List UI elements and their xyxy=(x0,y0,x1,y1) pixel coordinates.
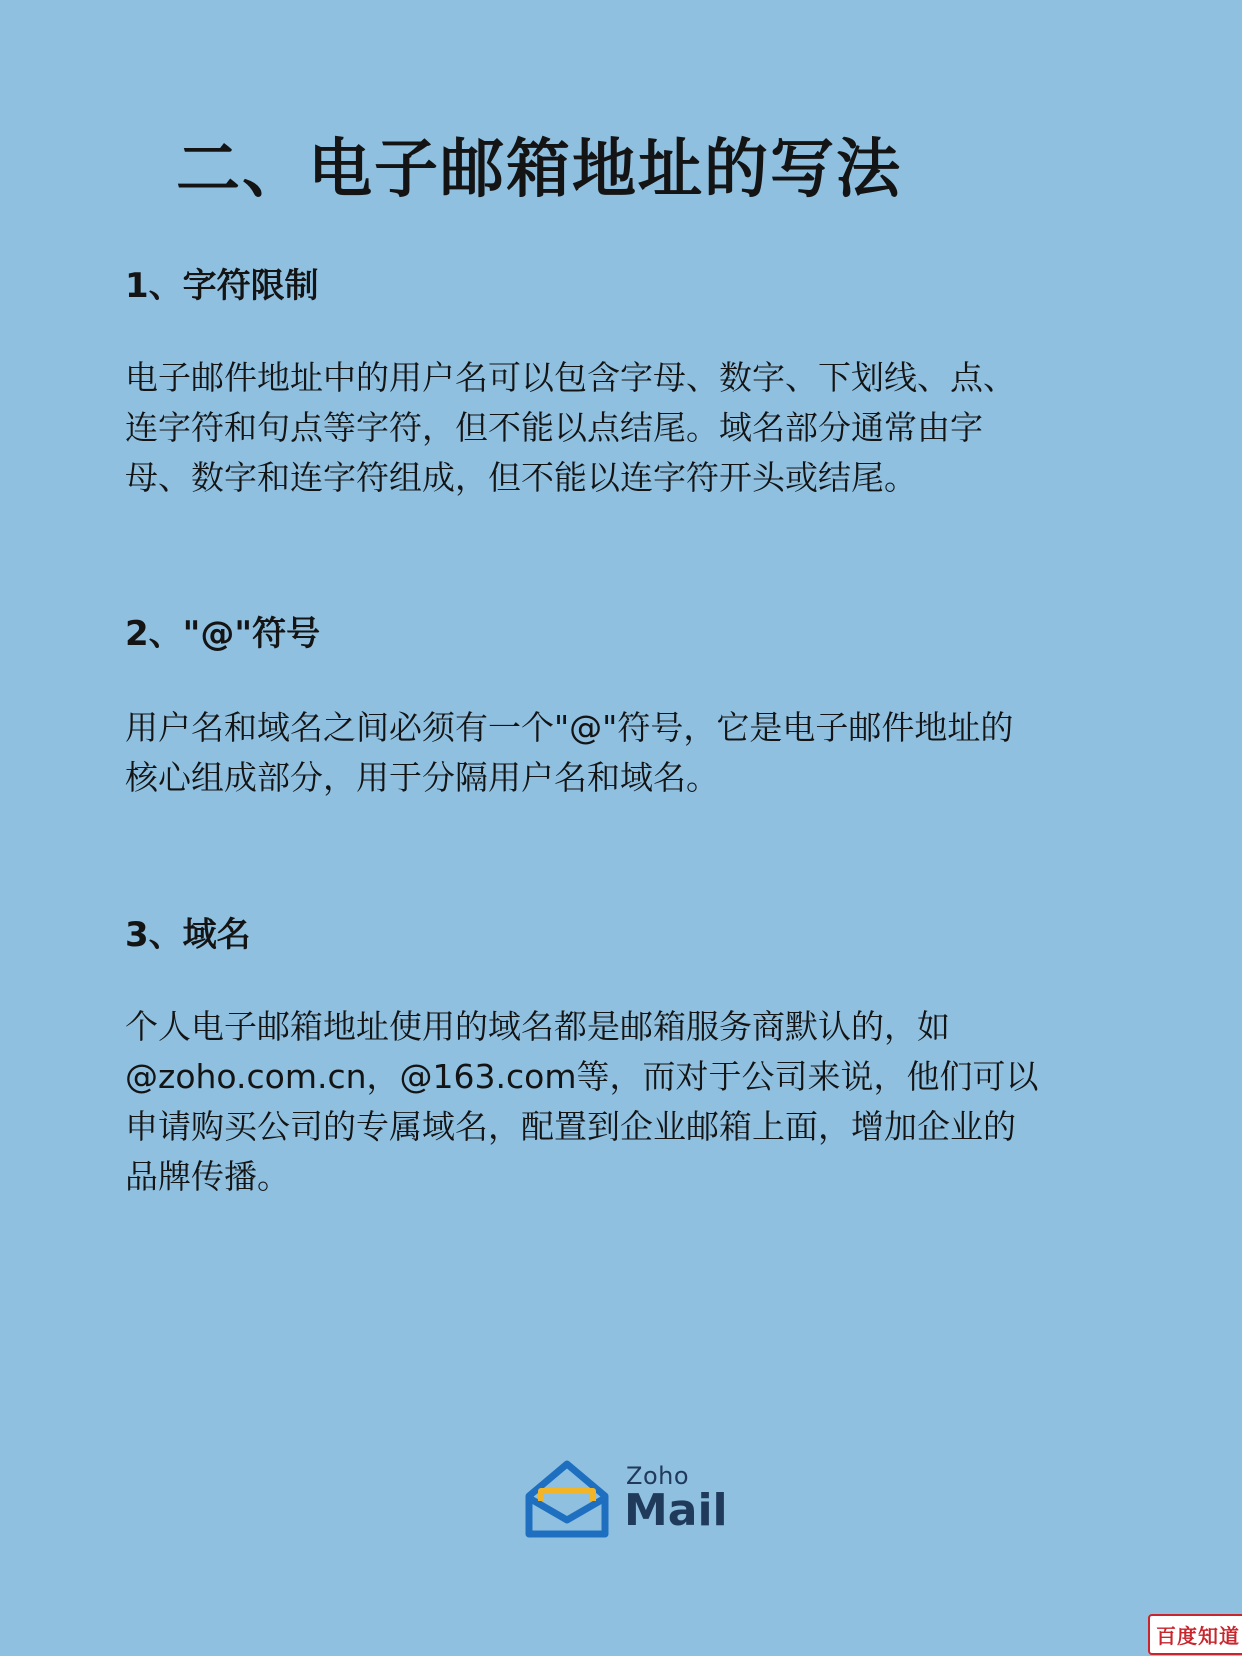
body-line: @zoho.com.cn，@163.com等，而对于公司来说，他们可以 xyxy=(125,1057,1039,1096)
zoho-mail-logo xyxy=(524,1458,728,1540)
envelope-icon xyxy=(524,1458,610,1540)
body-line: 个人电子邮箱地址使用的域名都是邮箱服务商默认的，如 xyxy=(125,1007,950,1046)
watermark-badge: 百度知道 xyxy=(1148,1614,1242,1655)
body-line: 母、数字和连字符组成，但不能以连字符开头或结尾。 xyxy=(125,458,917,497)
page-title: 二、电子邮箱地址的写法 xyxy=(176,133,902,207)
body-line: 申请购买公司的专属域名，配置到企业邮箱上面，增加企业的 xyxy=(125,1107,1016,1146)
body-line: 连字符和句点等字符，但不能以点结尾。域名部分通常由字 xyxy=(125,408,983,447)
logo-brand-text: Zoho xyxy=(626,1462,690,1490)
section-body-1 xyxy=(125,353,1125,503)
logo-product-text: Mail xyxy=(624,1485,728,1536)
body-line: 电子邮件地址中的用户名可以包含字母、数字、下划线、点、 xyxy=(125,358,1016,397)
body-line: 用户名和域名之间必须有一个"@"符号，它是电子邮件地址的 xyxy=(125,708,1014,747)
body-line: 品牌传播。 xyxy=(125,1157,290,1196)
section-heading-3: 3、域名 xyxy=(125,915,251,955)
section-heading-2: 2、"@"符号 xyxy=(125,614,321,654)
section-body-2 xyxy=(125,703,1125,803)
section-heading-1: 1、字符限制 xyxy=(125,266,319,306)
body-line: 核心组成部分，用于分隔用户名和域名。 xyxy=(125,758,719,797)
section-body-3 xyxy=(125,1002,1125,1202)
